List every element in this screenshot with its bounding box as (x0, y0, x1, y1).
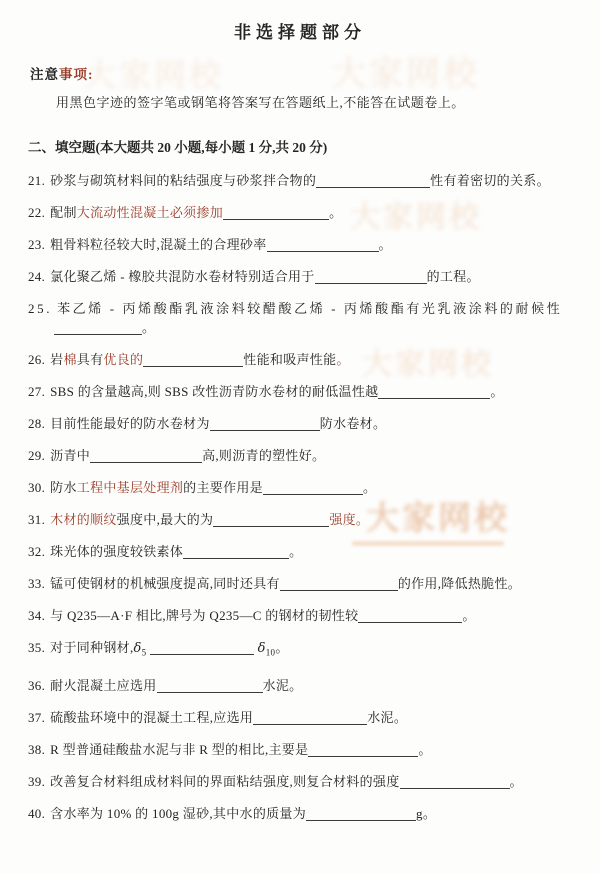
answer-blank (400, 774, 510, 789)
question-text: 的工程。 (426, 269, 480, 284)
question-item (28, 235, 574, 254)
question-item (28, 267, 574, 286)
question-number: 36. (28, 677, 46, 693)
question-text: 。 (490, 384, 504, 399)
answer-blank (150, 640, 254, 655)
answer-blank (183, 544, 289, 559)
answer-blank (280, 576, 398, 591)
question-number: 21. (28, 173, 46, 188)
question-item (28, 606, 574, 625)
question-item (28, 542, 574, 561)
notice-text: 用黑色字迹的签字笔或钢笔将答案写在答题纸上,不能答在试题卷上。 (56, 95, 465, 110)
question-text: 棉 (63, 352, 77, 367)
question-text: 。 (289, 544, 303, 559)
question-number: 33. (28, 576, 46, 591)
question-text: 沥青中 (50, 448, 91, 463)
watermark: 大家网校 (350, 201, 482, 234)
question-number: 24. (28, 269, 46, 284)
answer-blank (316, 173, 430, 188)
notice-label-red: 事项: (59, 67, 94, 82)
question-item (28, 299, 574, 337)
question-text: 水泥。 (367, 709, 408, 725)
question-text: 强度中,最大的为 (116, 512, 214, 527)
question-item (28, 446, 574, 465)
question-number: 39. (28, 773, 46, 789)
question-text: 优良的 (103, 352, 144, 367)
answer-blank (90, 448, 202, 463)
answer-blank (358, 608, 462, 623)
question-text: 的主要作用是 (183, 480, 263, 495)
question-number: 26. (28, 352, 46, 367)
question-number: 40. (28, 805, 46, 821)
question-item (28, 510, 574, 529)
question-text: 。 (142, 320, 158, 335)
question-text: 强度。 (329, 512, 370, 527)
answer-blank (210, 416, 320, 431)
watermark: 大家网校 (332, 55, 480, 93)
question-text: R 型普通硅酸盐水泥与非 R 型的相比,主要是 (50, 741, 309, 757)
question-number: 37. (28, 709, 46, 725)
question-text: 。 (418, 741, 432, 757)
question-text: 具有 (76, 352, 104, 367)
question-item (28, 740, 574, 759)
question-number: 25. (28, 301, 53, 316)
question-text: 苯乙烯 - 丙烯酸酯乳液涂料较醋酸乙烯 - 丙烯酸酯有光乳液涂料的耐候性 (57, 301, 563, 316)
question-text: 。 (336, 352, 350, 367)
question-item (28, 708, 574, 727)
question-text: 的作用,降低热脆性。 (397, 576, 522, 591)
question-text: 锰可使钢材的机械强度提高,同时还具有 (50, 576, 280, 591)
question-number: 31. (28, 512, 46, 527)
question-text: 目前性能最好的防水卷材为 (50, 416, 210, 431)
watermark: 大家网校 (362, 348, 494, 381)
question-text: 水泥。 (262, 677, 303, 693)
question-item (28, 203, 574, 222)
question-text: 氯化聚乙烯 - 橡胶共混防水卷材特别适合用于 (50, 269, 315, 284)
answer-blank (263, 480, 363, 495)
answer-blank (253, 710, 367, 725)
question-number: 23. (28, 237, 46, 252)
question-text: 含水率为 10% 的 100g 湿砂,其中水的质量为 (50, 805, 307, 821)
question-text: 性能和吸声性能 (243, 352, 337, 367)
question-text: 大流动性混凝土必须掺加 (76, 205, 224, 220)
page-title: 非选择题部分 (234, 23, 366, 42)
question-text: 粗骨料粒径较大时,混凝土的合理砂率 (50, 237, 267, 252)
question-number: 38. (28, 741, 46, 757)
question-number: 34. (28, 608, 46, 623)
answer-blank (213, 512, 329, 527)
question-text: 。 (378, 237, 392, 252)
questions (28, 171, 574, 823)
answer-blank (306, 806, 416, 821)
question-text: g。 (416, 805, 437, 821)
answer-blank (223, 205, 329, 220)
question-number: 28. (28, 416, 46, 431)
question-text: 。 (275, 640, 289, 655)
question-number: 22. (28, 205, 46, 220)
question-item (28, 382, 574, 401)
question-item (28, 638, 574, 663)
question-number: 29. (28, 448, 46, 463)
question-text: 工程中基层处理剂 (76, 480, 184, 495)
question-text: 性有着密切的关系。 (430, 173, 550, 188)
question-text: 珠光体的强度较铁素体 (50, 544, 184, 559)
answer-blank (54, 320, 142, 335)
question-item (28, 478, 574, 497)
question-text: 与 Q235—A·F 相比,牌号为 Q235—C 的钢材的韧性较 (50, 608, 359, 623)
symbol-delta: $\delta_5$ (133, 641, 147, 658)
question-text: 防水卷材。 (319, 416, 387, 431)
question-text: 。 (329, 205, 343, 220)
answer-blank (308, 742, 418, 757)
question-text: 岩 (50, 352, 64, 367)
question-text: 高,则沥青的塑性好。 (202, 448, 326, 463)
question-item (28, 414, 574, 433)
answer-blank (378, 384, 490, 399)
question-text: 改善复合材料组成材料间的界面粘结强度,则复合材料的强度 (50, 773, 400, 789)
question-text: 配制 (50, 205, 77, 220)
section-header: 二、填空题(本大题共 20 小题,每小题 1 分,共 20 分) (28, 140, 328, 155)
question-number: 32. (28, 544, 46, 559)
question-item (28, 350, 574, 369)
question-text: 。 (462, 608, 476, 623)
question-item (28, 171, 574, 190)
question-number: 27. (28, 384, 46, 399)
question-text: 耐火混凝土应选用 (50, 677, 157, 693)
question-text: SBS 的含量越高,则 SBS 改性沥青防水卷材的耐低温性越 (50, 384, 379, 399)
question-number: 30. (28, 480, 46, 495)
question-item (28, 772, 574, 791)
question-number: 35. (28, 640, 46, 655)
question-text: 。 (362, 480, 377, 495)
notice-label: 注意 (30, 67, 59, 82)
question-text: 砂浆与砌筑材料间的粘结强度与砂浆拌合物的 (50, 173, 317, 188)
question-item (28, 574, 574, 593)
watermark: 大家网校 (366, 499, 510, 536)
notice-heading (30, 63, 600, 83)
answer-blank (157, 678, 263, 693)
answer-blank (315, 269, 427, 284)
answer-blank (267, 237, 379, 252)
question-text: 。 (509, 773, 523, 789)
question-text: 木材的顺纹 (50, 512, 117, 527)
question-item (28, 676, 574, 695)
question-text: 防水 (50, 480, 77, 495)
answer-blank (143, 352, 243, 367)
question-item (28, 804, 574, 823)
question-text: 对于同种钢材, (50, 640, 134, 655)
symbol-delta: $\delta_{10}$ (257, 641, 276, 658)
watermark: 大家网校 (84, 57, 225, 93)
question-text: 硫酸盐环境中的混凝土工程,应选用 (50, 709, 254, 725)
